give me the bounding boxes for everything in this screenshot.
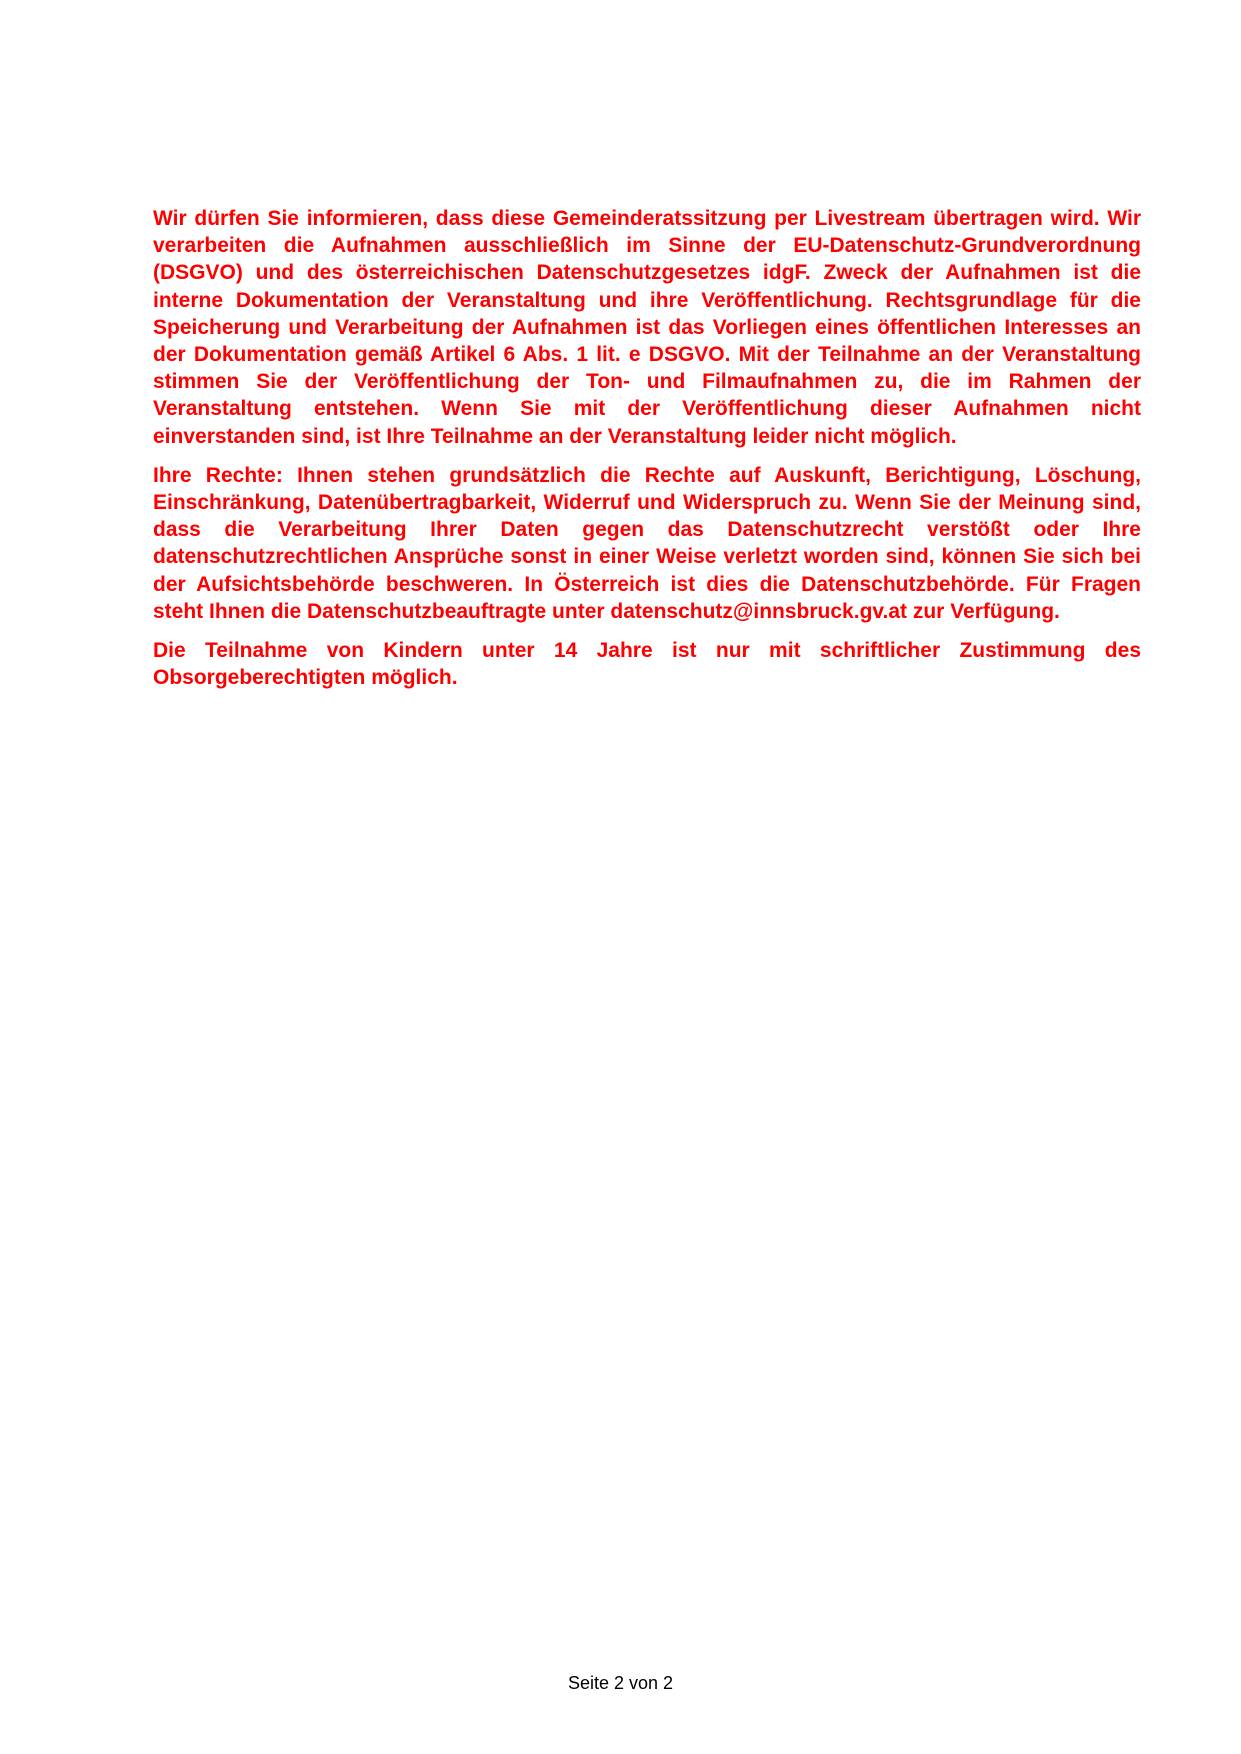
privacy-notice-body [153,205,1141,703]
children-consent-paragraph: Die Teilnahme von Kindern unter 14 Jahre ist nur mit schriftlicher Zustimmung des Obsorgeberechtigten möglich. [153,639,1141,690]
page-number-footer: Seite 2 von 2 [567,1673,674,1693]
rights-notice-paragraph: Ihre Rechte: Ihnen stehen grundsätzlich die Rechte auf Auskunft, Berichtigung, Löschung, Einschränkung, Datenübertragbarkeit, Widerruf und Widerspruch zu. Wenn Sie der Meinung sind, dass die Verarbeitung Ihrer Daten gegen das Datenschutzrecht verstößt oder Ihre datenschutzrechtlichen Ansprüche sonst in einer Weise verletzt worden sind, können Sie sich bei der Aufsichtsbehörde beschweren. In Österreich ist dies die Datenschutzbehörde. Für Fragen steht Ihnen die Datenschutzbeauftragte unter datenschutz@innsbruck.gv.at zur Verfügung. [153,463,1141,623]
livestream-notice-paragraph: Wir dürfen Sie informieren, dass diese Gemeinderatssitzung per Livestream übertragen wird. Wir verarbeiten die Aufnahmen ausschließlich im Sinne der EU-Datenschutz-Grundverordnung (DSGVO) und des österreichischen Datenschutzgesetzes idgF. Zweck der Aufnahmen ist die interne Dokumentation der Veranstaltung und ihre Veröffentlichung. Rechtsgrundlage für die Speicherung und Verarbeitung der Aufnahmen ist das Vorliegen eines öffentlichen Interesses an der Dokumentation gemäß Artikel 6 Abs. 1 lit. e DSGVO. Mit der Teilnahme an der Veranstaltung stimmen Sie der Veröffentlichung der Ton- und Filmaufnahmen zu, die im Rahmen der Veranstaltung entstehen. Wenn Sie mit der Veröffentlichung dieser Aufnahmen nicht einverstanden sind, ist Ihre Teilnahme an der Veranstaltung leider nicht möglich. [153,207,1141,448]
